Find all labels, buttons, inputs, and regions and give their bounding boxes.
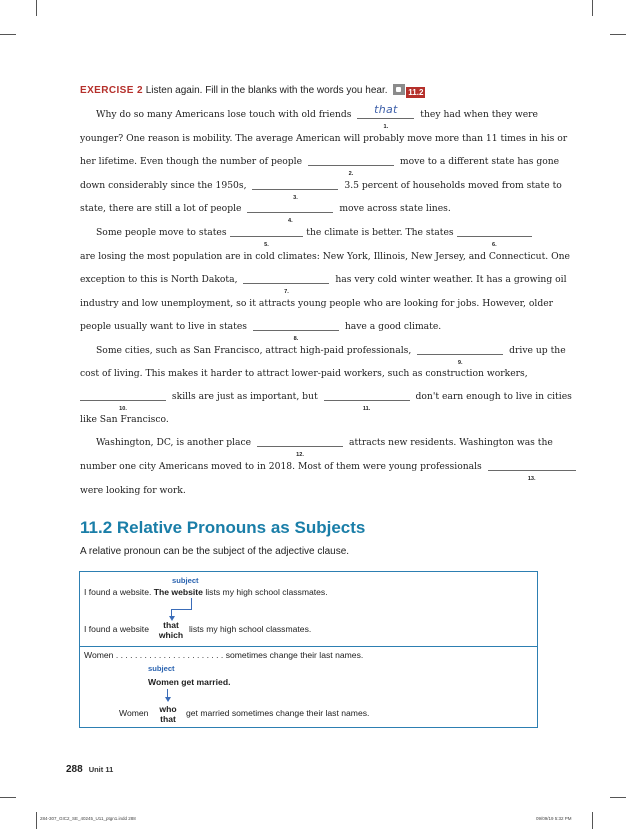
subject-label: subject [172, 576, 199, 585]
blank-number: 8. [293, 336, 299, 342]
passage-line: number one city Americans moved to in 2018. Most of them were young professionals 13. [80, 461, 540, 473]
passage-line: Some cities, such as San Francisco, attract high-paid professionals, 9. drive up the [96, 345, 540, 357]
relative-pronoun: which [158, 630, 184, 640]
blank-number: 3. [293, 195, 298, 201]
page-number: 288 [66, 764, 83, 775]
blank-number: 2. [348, 171, 354, 177]
crop-mark [0, 797, 16, 798]
passage-line: down considerably since the 1950s, 3. 3.5 percent of households moved from state to [80, 180, 540, 192]
blank-1[interactable] [357, 103, 414, 130]
grammar-box-divider [79, 646, 538, 647]
blank-12[interactable] [257, 437, 343, 458]
subject-label: subject [148, 664, 175, 673]
passage-line: are losing the most population are in cold climates: New York, Illinois, New Jersey, and Connecticut. One [80, 251, 570, 262]
arrow-down-icon [165, 697, 171, 702]
blank-10[interactable] [80, 391, 166, 412]
passage-line: her lifetime. Even though the number of people 2. move to a different state has gone [80, 156, 540, 168]
passage-line: 10. skills are just as important, but 11. don't earn enough to live in cities [80, 391, 540, 403]
blank-2[interactable] [308, 156, 394, 177]
relative-pronoun: that [163, 620, 179, 630]
passage-line: Washington, DC, is another place 12. attracts new residents. Washington was the [96, 437, 540, 449]
combined-sentence-prefix: Women [119, 708, 149, 718]
blank-number: 1. [383, 124, 389, 130]
subject-noun: The website [153, 587, 203, 597]
passage-line: like San Francisco. [80, 414, 169, 425]
passage-line: were looking for work. [80, 485, 186, 496]
passage-line: exception to this is North Dakota, 7. has very cold winter weather. It has a growing oil [80, 274, 540, 286]
print-date: 09/09/19 5:32 PM [536, 816, 572, 821]
blank-6[interactable] [457, 227, 532, 248]
relative-pronoun-stack [154, 620, 188, 640]
main-clause: Women . . . . . . . . . . . . . . . . . . . . . . . sometimes change their last names. [84, 650, 364, 660]
blank-number: 6. [491, 242, 497, 248]
blank-number: 10. [119, 406, 127, 412]
crop-mark [610, 797, 626, 798]
blank-13[interactable] [488, 461, 576, 482]
audio-track-button[interactable] [393, 84, 425, 98]
blank-7[interactable] [243, 274, 329, 295]
arrow-line [171, 609, 192, 610]
passage-line: cost of living. This makes it harder to attract lower-paid workers, such as construction workers, [80, 368, 528, 379]
blank-8[interactable] [253, 321, 339, 342]
blank-4[interactable] [247, 203, 333, 224]
crop-mark [36, 812, 37, 829]
blank-number: 5. [264, 242, 269, 248]
relative-pronoun-stack [152, 704, 184, 724]
section-title: 11.2 Relative Pronouns as Subjects [80, 518, 366, 537]
blank-number: 4. [288, 218, 293, 224]
passage-line: state, there are still a lot of people 4. move across state lines. [80, 203, 540, 215]
combined-sentence-suffix: lists my high school classmates. [189, 624, 312, 634]
blank-number: 9. [457, 360, 463, 366]
placeholder-dots: . . . . . . . . . . . . . . . . . . . . . . . [115, 650, 224, 660]
print-slug: 284-307_GIC2_SE_40245_U11_ptgn1.indd 288 [40, 816, 136, 821]
relative-pronoun: who [159, 704, 177, 714]
crop-mark [592, 0, 593, 16]
combined-sentence-prefix: I found a website [84, 624, 149, 634]
combined-sentence-suffix: get married sometimes change their last names. [186, 708, 370, 718]
passage-line: Why do so many Americans lose touch with old friends that 1. they had when they were [96, 109, 540, 121]
adjective-clause: Women get married. [148, 677, 231, 687]
passage-line: industry and low unemployment, so it attracts young people who are looking for jobs. However, older [80, 298, 554, 309]
example-sentence: I found a website. The website lists my high school classmates. [84, 587, 328, 597]
relative-pronoun: that [160, 714, 176, 724]
crop-mark [0, 34, 16, 35]
speaker-icon [393, 84, 405, 95]
crop-mark [592, 812, 593, 829]
blank-number: 12. [296, 452, 304, 458]
page-folio [66, 759, 113, 777]
audio-track-number: 11.2 [408, 88, 424, 97]
blank-number: 11. [362, 406, 371, 412]
blank-9[interactable] [417, 345, 503, 366]
exercise-instruction: Listen again. Fill in the blanks with the words you hear. [145, 85, 388, 96]
passage-line: younger? One reason is mobility. The average American will probably move more than 11 times in his or [80, 133, 568, 144]
blank-number: 13. [527, 476, 536, 482]
section-intro: A relative pronoun can be the subject of the adjective clause. [80, 546, 350, 557]
blank-3[interactable] [252, 180, 338, 201]
passage-line: Some people move to states 5. the climate is better. The states 6. [96, 227, 532, 239]
blank-5[interactable] [230, 227, 304, 248]
exercise-label: EXERCISE 2 [80, 85, 143, 96]
blank-11[interactable] [324, 391, 410, 412]
crop-mark [36, 0, 37, 16]
blank-answer: that [374, 103, 398, 116]
unit-label: Unit 11 [88, 765, 114, 774]
passage-line: people usually want to live in states 8. have a good climate. [80, 321, 540, 333]
exercise-heading [80, 84, 425, 98]
crop-mark [610, 34, 626, 35]
blank-number: 7. [284, 289, 289, 295]
